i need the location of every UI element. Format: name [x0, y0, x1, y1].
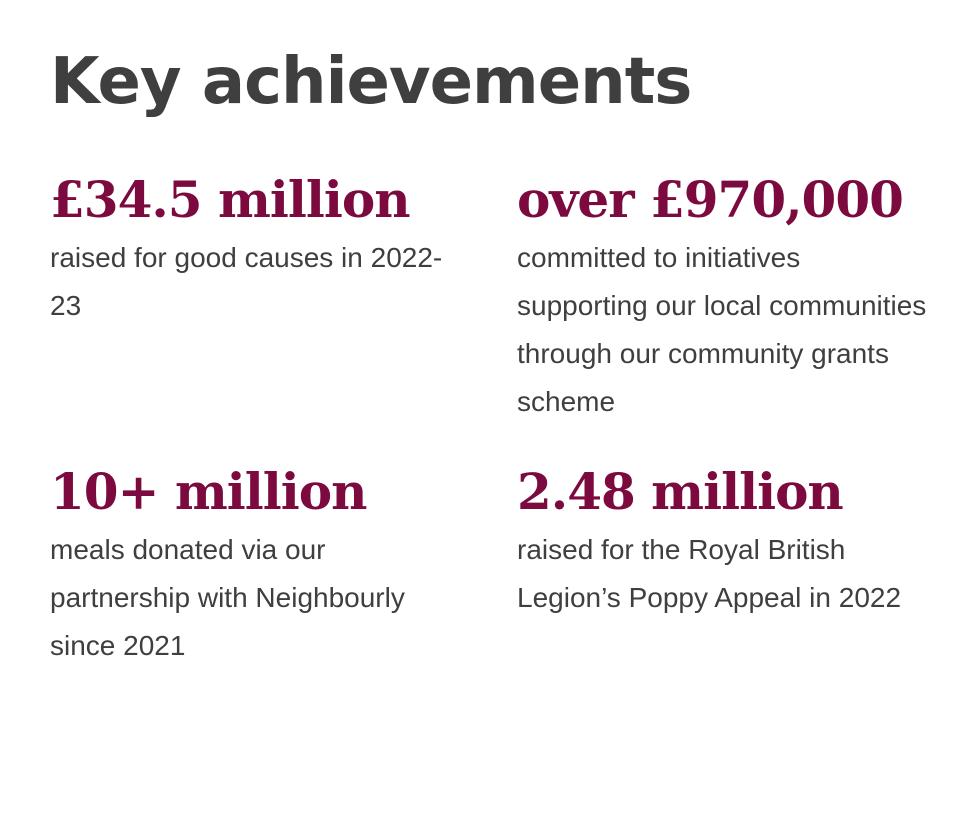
stat-description: raised for the Royal British Legion’s Poppy Appeal in 2022	[517, 534, 902, 613]
stat-description: raised for good causes in 2022-23	[50, 242, 443, 321]
stat-good-causes	[50, 168, 450, 330]
stat-value: £34.5 million	[50, 170, 410, 229]
stat-description: meals donated via our partnership with Neighbourly since 2021	[50, 534, 405, 661]
stat-description: committed to initiatives supporting our local communities through our community grants scheme	[517, 242, 927, 417]
section-heading: Key achievements	[50, 45, 692, 119]
stat-value: over £970,000	[517, 170, 903, 229]
stat-value: 2.48 million	[517, 462, 843, 521]
stat-community-grants	[517, 168, 937, 426]
stat-value: 10+ million	[50, 462, 367, 521]
stat-meals-donated	[50, 460, 470, 670]
stat-poppy-appeal	[517, 460, 937, 622]
